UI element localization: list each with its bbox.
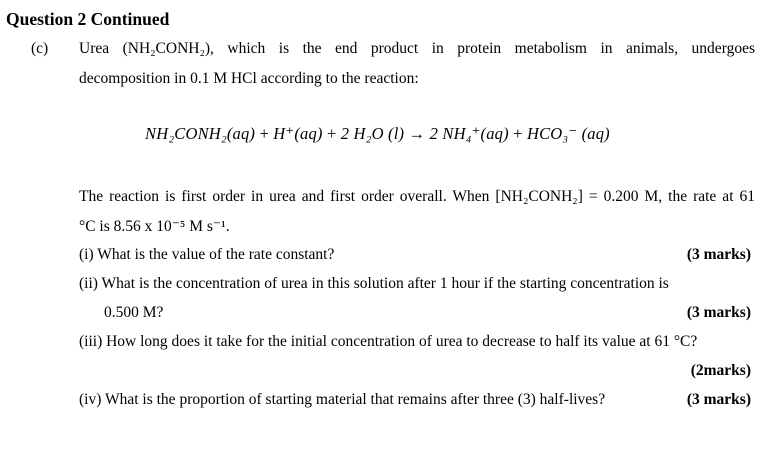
equation-reactant-water: 2 H₂O (l) [340, 124, 405, 143]
question-iii-marks: (2marks) [690, 362, 751, 379]
statement-line-1: The reaction is first order in urea and first order overall. When [NH₂CONH₂] = 0.200 M, the rate at 61 [79, 188, 755, 205]
question-ii-continued: 0.500 M? [104, 304, 164, 321]
question-i: (i) What is the value of the rate constant? [79, 246, 335, 263]
part-label: (c) [31, 40, 49, 57]
reaction-equation [145, 124, 610, 144]
question-iv-marks: (3 marks) [686, 391, 751, 408]
equation-reactant-urea: NH₂CONH₂(aq) [145, 124, 256, 143]
section-heading: Question 2 Continued [6, 9, 170, 29]
question-iii: (iii) How long does it take for the initial concentration of urea to decrease to half its value at 61 °C? [79, 333, 698, 350]
question-ii: (ii) What is the concentration of urea in this solution after 1 hour if the starting concentration is [79, 275, 669, 292]
question-iv: (iv) What is the proportion of starting material that remains after three (3) half-lives? [79, 391, 606, 408]
intro-line-2: decomposition in 0.1 M HCl according to the reaction: [79, 70, 419, 87]
equation-plus: + [322, 124, 341, 143]
equation-product-bicarbonate: HCO₃⁻ (aq) [526, 124, 610, 143]
equation-reactant-hydrogen-ion: H⁺(aq) [273, 124, 323, 143]
equation-product-ammonium: 2 NH₄⁺(aq) [429, 124, 509, 143]
statement-line-2: °C is 8.56 x 10⁻⁵ M s⁻¹. [79, 218, 230, 235]
equation-arrow: → [404, 124, 430, 143]
question-i-marks: (3 marks) [686, 246, 751, 263]
equation-plus: + [508, 124, 527, 143]
equation-plus: + [255, 124, 274, 143]
intro-line-1: Urea (NH₂CONH₂), which is the end product in protein metabolism in animals, undergoes [79, 40, 755, 57]
question-ii-marks: (3 marks) [686, 304, 751, 321]
